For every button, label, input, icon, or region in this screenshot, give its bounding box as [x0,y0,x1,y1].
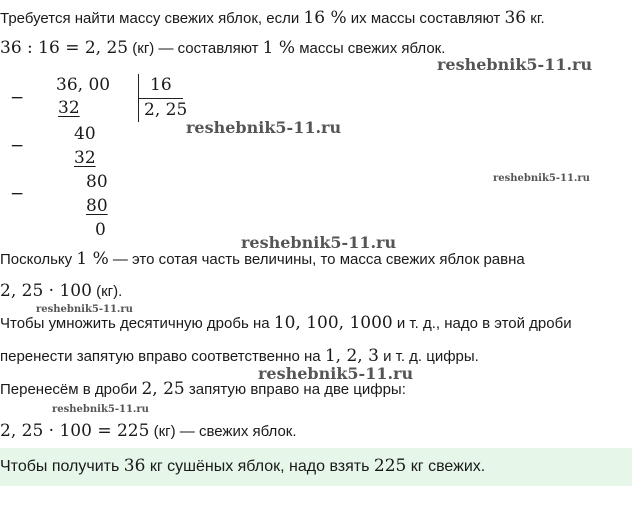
minus-sign: − [10,88,25,108]
final-remainder: 0 [95,220,106,240]
quotient: 2, 25 [144,100,188,120]
watermark: reshebnik5-11.ru [36,304,133,315]
watermark: reshebnik5-11.ru [186,118,342,137]
step-division-result: 36 : 16 = 2, 25 (кг) — составляют 1 % массы свежих яблок. [0,38,446,58]
divisor: 16 [150,75,172,95]
rule-line-2: перенести запятую вправо соответственно на 1, 2, 3 и т. д. цифры. [0,346,479,366]
step-result: 2, 25 · 100 = 225 (кг) — свежих яблок. [0,421,297,441]
step-multiplication: 2, 25 · 100 (кг). [0,281,123,301]
watermark: reshebnik5-11.ru [52,404,149,415]
division-horizontal-line [139,98,183,99]
apply-rule: Перенесём в дроби 2, 25 запятую вправо на две цифры: [0,379,406,399]
problem-statement: Требуется найти массу свежих яблок, если 16 % их массы составляют 36 кг. [0,8,545,28]
subtrahend-3: 80 [86,196,108,216]
watermark: reshebnik5-11.ru [437,55,593,74]
subtrahend-2: 32 [74,148,96,168]
answer-box [0,448,632,486]
remainder-2: 80 [86,172,108,192]
explanation-percent: Поскольку 1 % — это сотая часть величины, то масса свежих яблок равна [0,249,525,269]
minus-sign: − [10,184,25,204]
answer-text: Чтобы получить 36 кг сушёных яблок, надо взять 225 кг свежих. [0,456,486,476]
rule-line-1: Чтобы умножить десятичную дробь на 10, 100, 1000 и т. д., надо в этой дроби [0,313,572,333]
watermark: reshebnik5-11.ru [241,233,397,252]
minus-sign: − [10,136,25,156]
dividend: 36, 00 [56,75,111,95]
remainder-1: 40 [74,124,96,144]
watermark: reshebnik5-11.ru [258,364,414,383]
subtrahend-1: 32 [58,98,80,118]
watermark: reshebnik5-11.ru [493,173,590,184]
